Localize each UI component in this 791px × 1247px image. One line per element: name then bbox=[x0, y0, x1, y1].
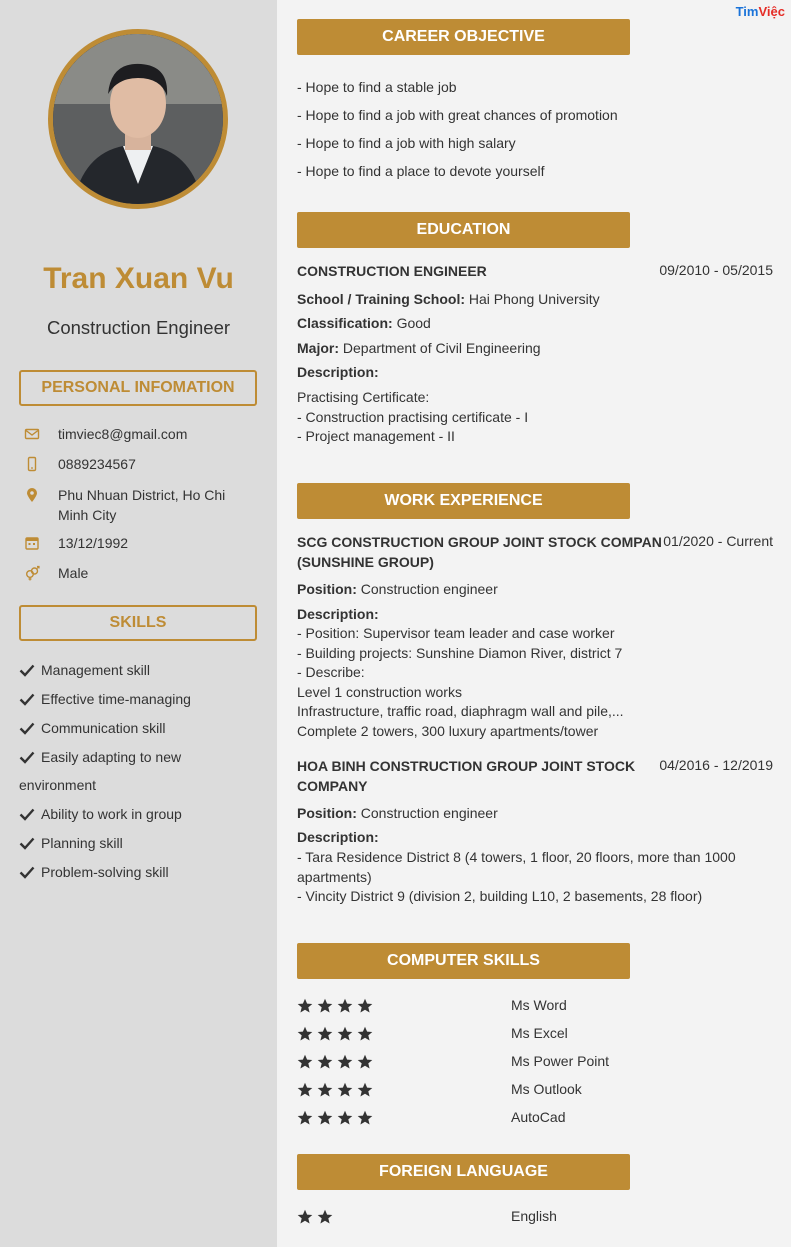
star-icon bbox=[357, 1054, 373, 1070]
check-icon bbox=[19, 692, 35, 706]
job-1-company-line: SCG CONSTRUCTION GROUP JOINT STOCK COMPAN bbox=[297, 534, 662, 550]
gender-value: Male bbox=[58, 565, 89, 581]
education-heading: EDUCATION bbox=[297, 212, 630, 248]
email-icon bbox=[24, 426, 40, 442]
objective-list bbox=[297, 73, 618, 185]
check-icon bbox=[19, 836, 35, 850]
education-degree: CONSTRUCTION ENGINEER bbox=[297, 263, 487, 279]
phone-value: 0889234567 bbox=[58, 456, 136, 472]
birthday-value: 13/12/1992 bbox=[58, 535, 129, 551]
job-1-dates: 01/2020 - Current bbox=[663, 533, 773, 549]
skill-rating bbox=[297, 1054, 377, 1074]
logo-text-1: Tim bbox=[735, 4, 759, 19]
skill-label: Planning skill bbox=[41, 835, 123, 851]
star-icon bbox=[297, 998, 313, 1014]
computer-skill-label: Ms Power Point bbox=[511, 1053, 610, 1069]
job-1-position-row bbox=[297, 580, 498, 600]
personal-info-heading: PERSONAL INFOMATION bbox=[19, 370, 257, 406]
skill-rating bbox=[297, 998, 377, 1018]
logo-text-2: Việc bbox=[758, 4, 785, 19]
skill-item bbox=[19, 743, 259, 799]
objective-item: - Hope to find a stable job bbox=[297, 79, 457, 95]
position-value: Construction engineer bbox=[360, 805, 498, 821]
school-value: Hai Phong University bbox=[468, 291, 600, 307]
computer-skills-heading: COMPUTER SKILLS bbox=[297, 943, 630, 979]
skills-heading: SKILLS bbox=[19, 605, 257, 641]
address-value: Phu Nhuan District, Ho Chi Minh City bbox=[58, 487, 226, 523]
skill-label: Effective time-managing bbox=[41, 691, 191, 707]
skill-rating bbox=[297, 1082, 377, 1102]
objective-item: - Hope to find a job with great chances of promotion bbox=[297, 107, 618, 123]
star-icon bbox=[317, 1026, 333, 1042]
star-icon bbox=[297, 1026, 313, 1042]
star-icon bbox=[337, 1026, 353, 1042]
skill-item bbox=[19, 800, 259, 828]
timviec-logo bbox=[736, 4, 785, 19]
job-1-desc-line: - Describe: bbox=[297, 664, 365, 680]
check-icon bbox=[19, 750, 35, 764]
star-icon bbox=[297, 1082, 313, 1098]
education-desc-label: Description: bbox=[297, 364, 379, 380]
objective-item: - Hope to find a job with high salary bbox=[297, 135, 516, 151]
job-1-desc-line: - Position: Supervisor team leader and case worker bbox=[297, 625, 615, 641]
position-label: Position: bbox=[297, 581, 357, 597]
language-label: English bbox=[511, 1208, 557, 1224]
star-icon bbox=[357, 1082, 373, 1098]
language-rating bbox=[297, 1209, 337, 1229]
phone-icon bbox=[24, 456, 40, 472]
education-desc-line: - Construction practising certificate - I bbox=[297, 408, 529, 425]
education-classification-row bbox=[297, 314, 431, 334]
job-2-company-line: HOA BINH CONSTRUCTION GROUP JOINT STOCK bbox=[297, 758, 636, 774]
position-value: Construction engineer bbox=[360, 581, 498, 597]
job-1-company-line: (SUNSHINE GROUP) bbox=[297, 553, 434, 570]
avatar-photo bbox=[53, 34, 223, 204]
star-icon bbox=[337, 1082, 353, 1098]
check-icon bbox=[19, 807, 35, 821]
education-desc-line: Practising Certificate: bbox=[297, 389, 430, 405]
job-2-position-row bbox=[297, 804, 498, 824]
location-icon bbox=[24, 487, 40, 503]
check-icon bbox=[19, 721, 35, 735]
email-value: timviec8@gmail.com bbox=[58, 426, 188, 442]
star-icon bbox=[297, 1054, 313, 1070]
star-icon bbox=[337, 998, 353, 1014]
skill-label: Problem-solving skill bbox=[41, 864, 169, 880]
skill-item bbox=[19, 714, 259, 742]
job-1-desc-label: Description: bbox=[297, 606, 379, 622]
computer-skill-label: Ms Excel bbox=[511, 1025, 568, 1041]
major-label: Major: bbox=[297, 340, 339, 356]
job-1-desc-line: - Building projects: Sunshine Diamon River, district 7 bbox=[297, 644, 623, 661]
star-icon bbox=[317, 1209, 333, 1225]
education-school-row bbox=[297, 290, 600, 310]
job-2-desc-line: apartments) bbox=[297, 868, 372, 885]
job-2-desc bbox=[297, 848, 757, 907]
job-2-company-line: COMPANY bbox=[297, 777, 368, 794]
gender-icon bbox=[24, 565, 40, 581]
job-2-desc-line: - Vincity District 9 (division 2, building L10, 2 basements, 28 floor) bbox=[297, 888, 703, 904]
skill-rating bbox=[297, 1026, 377, 1046]
candidate-name: Tran Xuan Vu bbox=[43, 262, 234, 295]
star-icon bbox=[357, 1110, 373, 1126]
skill-label: Easily adapting to new environment bbox=[19, 749, 182, 793]
job-1-desc bbox=[297, 624, 624, 741]
major-value: Department of Civil Engineering bbox=[342, 340, 541, 356]
skill-item bbox=[19, 858, 259, 886]
star-icon bbox=[357, 998, 373, 1014]
job-2-desc-label: Description: bbox=[297, 829, 379, 845]
skill-item bbox=[19, 829, 259, 857]
star-icon bbox=[317, 998, 333, 1014]
candidate-title: Construction Engineer bbox=[46, 317, 231, 338]
work-experience-heading: WORK EXPERIENCE bbox=[297, 483, 630, 519]
calendar-icon bbox=[24, 535, 40, 551]
career-objective-heading: CAREER OBJECTIVE bbox=[297, 19, 630, 55]
job-1-company bbox=[297, 533, 662, 572]
star-icon bbox=[337, 1110, 353, 1126]
skill-label: Communication skill bbox=[41, 720, 166, 736]
star-icon bbox=[317, 1110, 333, 1126]
left-sidebar bbox=[0, 0, 277, 1247]
skill-rating bbox=[297, 1110, 377, 1130]
avatar bbox=[48, 29, 228, 209]
foreign-language-heading: FOREIGN LANGUAGE bbox=[297, 1154, 630, 1190]
job-2-dates: 04/2016 - 12/2019 bbox=[659, 757, 773, 773]
objective-item: - Hope to find a place to devote yourself bbox=[297, 163, 545, 179]
education-dates: 09/2010 - 05/2015 bbox=[659, 262, 773, 278]
check-icon bbox=[19, 663, 35, 677]
check-icon bbox=[19, 865, 35, 879]
star-icon bbox=[357, 1026, 373, 1042]
skill-label: Ability to work in group bbox=[41, 806, 182, 822]
job-1-desc-line: Infrastructure, traffic road, diaphragm wall and pile,... bbox=[297, 703, 624, 719]
computer-skill-label: Ms Outlook bbox=[511, 1081, 582, 1097]
job-1-desc-line: Complete 2 towers, 300 luxury apartments/tower bbox=[297, 722, 599, 739]
star-icon bbox=[317, 1082, 333, 1098]
star-icon bbox=[297, 1110, 313, 1126]
job-2-desc-line: - Tara Residence District 8 (4 towers, 1 floor, 20 floors, more than 1000 bbox=[297, 849, 736, 865]
classification-value: Good bbox=[396, 315, 431, 331]
school-label: School / Training School: bbox=[297, 291, 466, 307]
star-icon bbox=[317, 1054, 333, 1070]
job-1-desc-line: Level 1 construction works bbox=[297, 683, 462, 700]
education-desc bbox=[297, 388, 528, 447]
skill-item bbox=[19, 685, 259, 713]
star-icon bbox=[297, 1209, 313, 1225]
skill-item bbox=[19, 656, 259, 684]
job-2-company bbox=[297, 757, 635, 796]
education-major-row bbox=[297, 339, 541, 359]
skill-label: Management skill bbox=[41, 662, 150, 678]
computer-skill-label: Ms Word bbox=[511, 997, 567, 1013]
computer-skill-label: AutoCad bbox=[511, 1109, 566, 1125]
star-icon bbox=[337, 1054, 353, 1070]
education-desc-line: - Project management - II bbox=[297, 428, 455, 444]
classification-label: Classification: bbox=[297, 315, 393, 331]
position-label: Position: bbox=[297, 805, 357, 821]
